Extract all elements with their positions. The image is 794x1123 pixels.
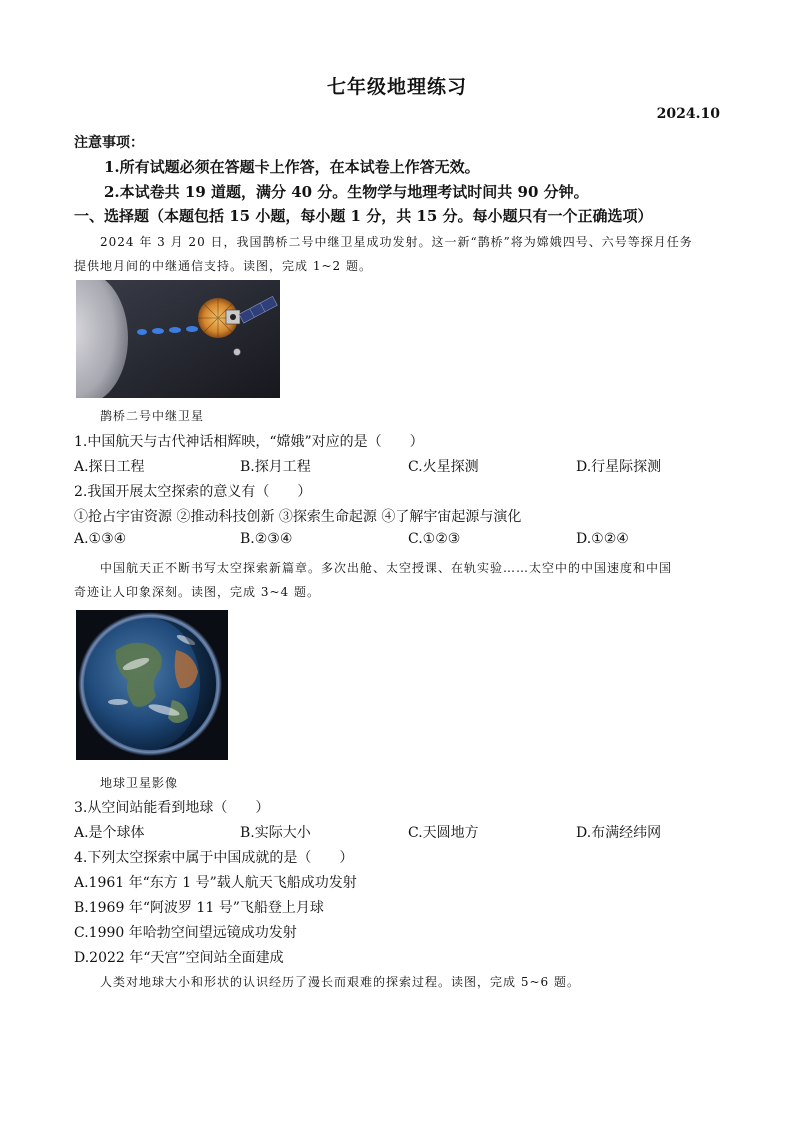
question-2-option-b: B.②③④ — [240, 531, 293, 547]
question-4-option-a: A.1961 年“东方 1 号”载人航天飞船成功发射 — [74, 875, 357, 891]
question-2-option-a: A.①③④ — [74, 531, 127, 547]
passage-3-line-1: 人类对地球大小和形状的认识经历了漫长而艰难的探索过程。读图，完成 5~6 题。 — [100, 975, 580, 989]
question-3-option-c: C.天圆地方 — [408, 825, 479, 841]
question-4-option-d: D.2022 年“天宫”空间站全面建成 — [74, 950, 284, 966]
question-4-stem: 4.下列太空探索中属于中国成就的是（ ） — [74, 850, 354, 866]
question-1-option-d: D.行星际探测 — [576, 459, 662, 475]
question-1-option-a: A.探日工程 — [74, 459, 145, 475]
earth-satellite-image — [76, 610, 228, 760]
notice-item-1: 1.所有试题必须在答题卡上作答，在本试卷上作答无效。 — [104, 158, 480, 176]
page-title: 七年级地理练习 — [326, 76, 467, 98]
passage-1-line-2: 提供地月间的中继通信支持。读图，完成 1~2 题。 — [74, 259, 372, 273]
question-2-stem: 2.我国开展太空探索的意义有（ ） — [74, 484, 312, 500]
notice-item-2: 2.本试卷共 19 道题，满分 40 分。生物学与地理考试时间共 90 分钟。 — [104, 183, 589, 201]
passage-2-line-2: 奇迹让人印象深刻。读图，完成 3~4 题。 — [74, 585, 320, 599]
notice-heading: 注意事项： — [74, 135, 144, 151]
queqiao-2-satellite-image — [76, 280, 280, 398]
question-3-option-d: D.布满经纬网 — [576, 825, 662, 841]
exam-date: 2024.10 — [656, 106, 720, 122]
passage-2-line-1: 中国航天正不断书写太空探索新篇章。多次出舱、太空授课、在轨实验……太空中的中国速度和中国 — [100, 561, 673, 575]
question-2-option-d: D.①②④ — [576, 531, 629, 547]
question-2-statements: ①抢占宇宙资源 ②推动科技创新 ③探索生命起源 ④了解宇宙起源与演化 — [74, 509, 522, 525]
question-4-option-c: C.1990 年哈勃空间望远镜成功发射 — [74, 925, 297, 941]
figure-2-caption: 地球卫星影像 — [100, 776, 179, 790]
question-1-option-c: C.火星探测 — [408, 459, 479, 475]
question-4-option-b: B.1969 年“阿波罗 11 号”飞船登上月球 — [74, 900, 324, 916]
figure-1-caption: 鹊桥二号中继卫星 — [100, 409, 205, 423]
passage-1-line-1: 2024 年 3 月 20 日，我国鹊桥二号中继卫星成功发射。这一新“鹊桥”将为嫦娥四号、六号等探月任务 — [100, 235, 693, 249]
question-1-stem: 1.中国航天与古代神话相辉映，“嫦娥”对应的是（ ） — [74, 434, 424, 450]
question-3-option-b: B.实际大小 — [240, 825, 311, 841]
question-1-option-b: B.探月工程 — [240, 459, 311, 475]
section-1-heading: 一、选择题（本题包括 15 小题，每小题 1 分，共 15 分。每小题只有一个正确选项） — [74, 207, 653, 225]
question-2-option-c: C.①②③ — [408, 531, 461, 547]
question-3-option-a: A.是个球体 — [74, 825, 145, 841]
question-3-stem: 3.从空间站能看到地球（ ） — [74, 800, 270, 816]
